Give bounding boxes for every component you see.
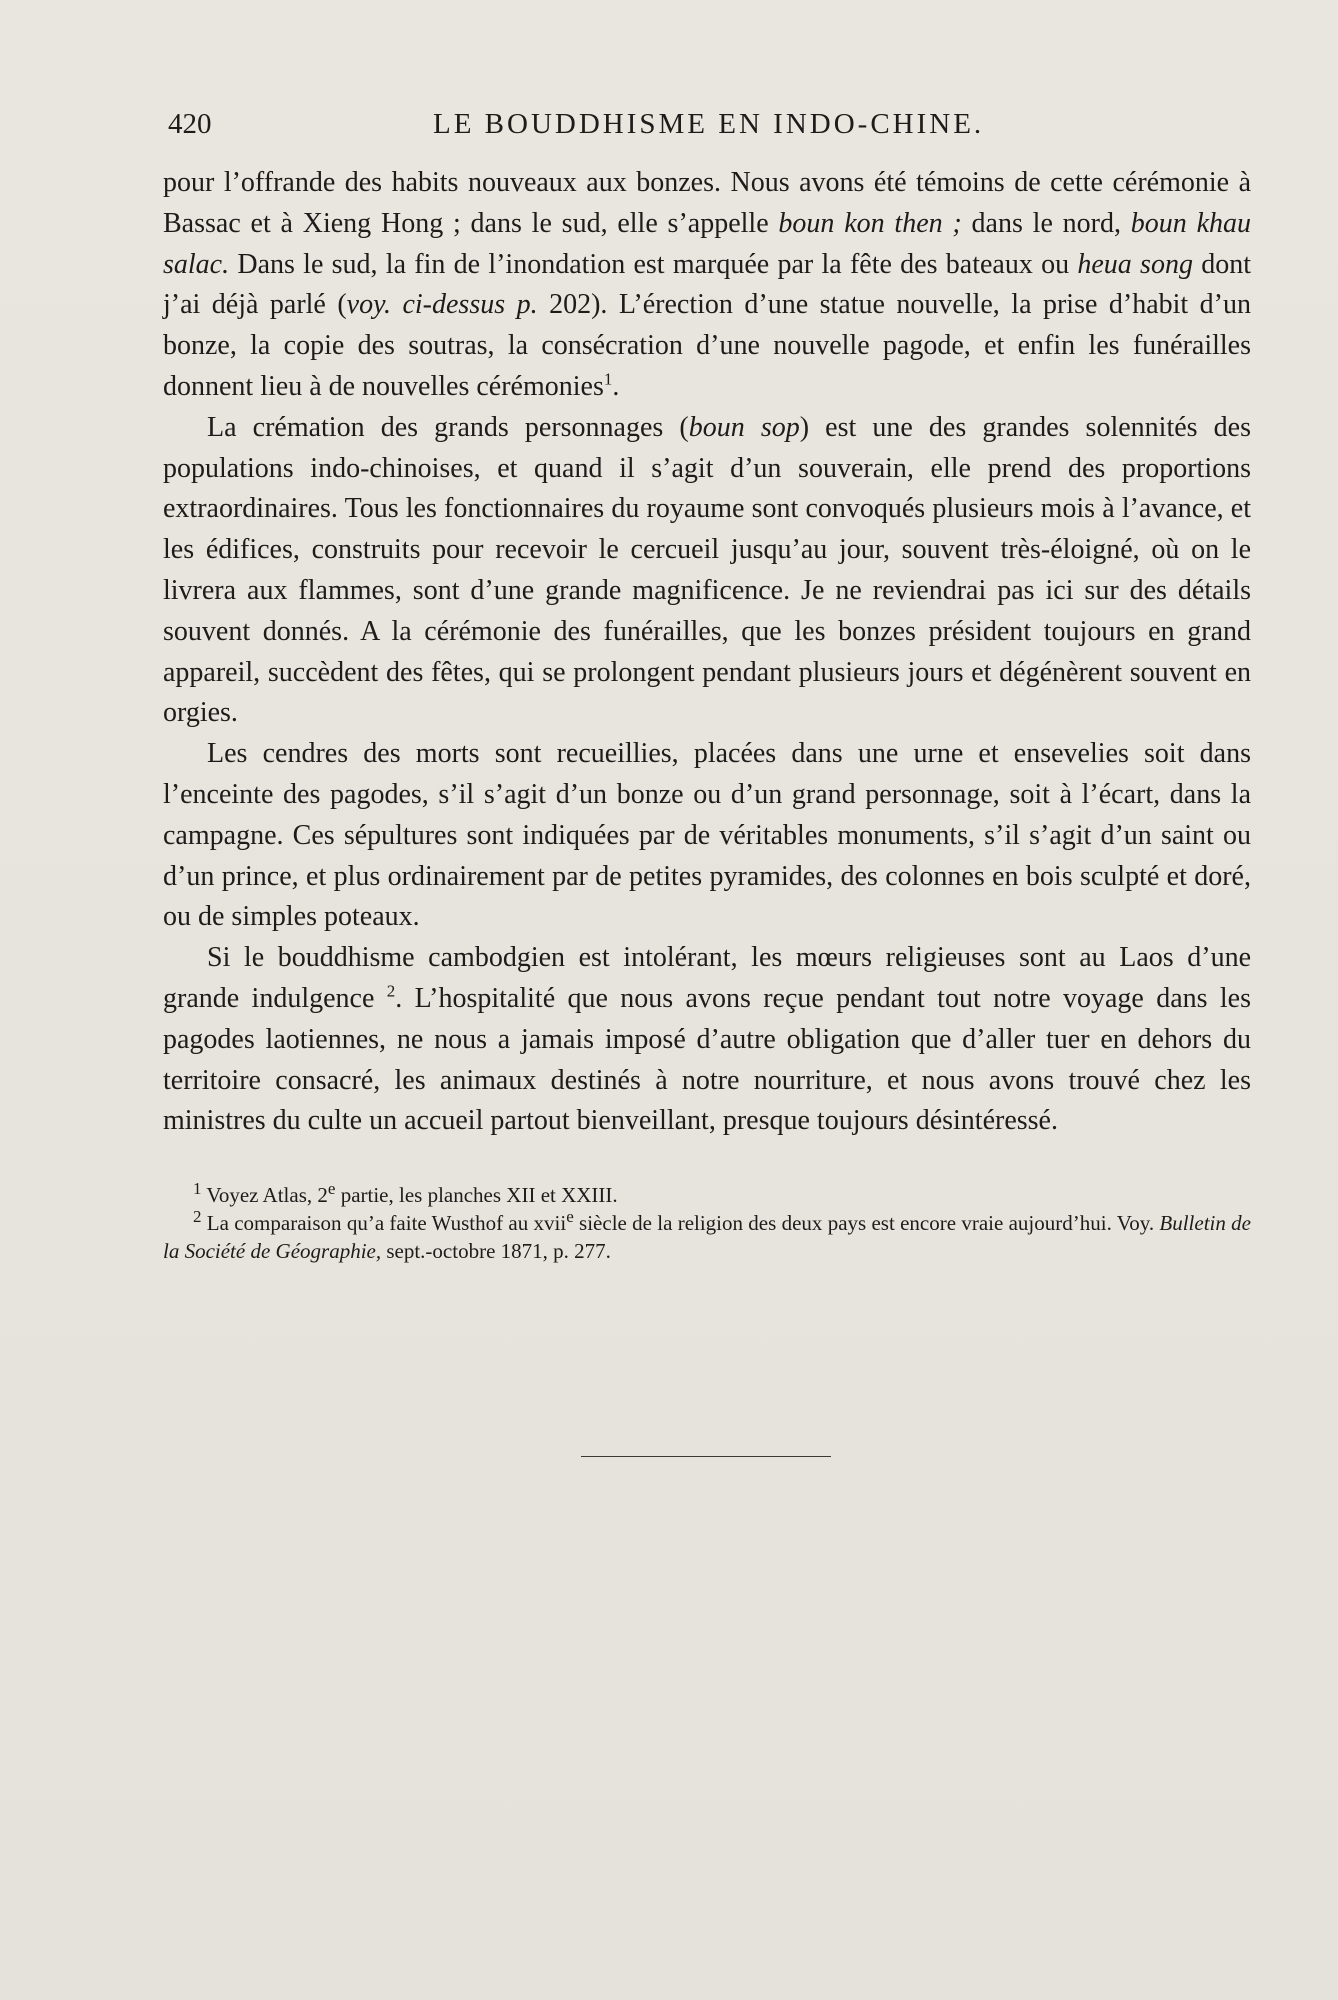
end-rule <box>581 1456 831 1457</box>
page-number: 420 <box>168 108 212 140</box>
paragraph-4: Si le bouddhisme cambodgien est intolérant, les mœurs religieuses sont au Laos d’une grande indulgence $^2$. L’hospitalité que nous avons reçue pendant tout notre voyage dans les pagodes laotiennes, ne nous a jamais imposé d’autre obligation que d’aller tuer en dehors du territoire consacré, les animaux destinés à notre nourriture, et nous avons trouvé chez les ministres du culte un accueil partout bienveillant, presque toujours désintéressé. <box>163 942 1251 1137</box>
footnote-ref-2: 2 <box>386 981 396 1001</box>
paragraph-1: pour l’offrande des habits nouveaux aux bonzes. Nous avons été témoins de cette cérémonie à Bassac et à Xieng Hong ; dans le sud, elle s’appelle boun kon then ; dans le nord, boun khau salac. Dans le sud, la fin de l’inondation est marquée par la fête des bateaux ou heua song dont j’ai déjà parlé (voy. ci-dessus p. 202). L’érection d’une statue nouvelle, la prise d’habit d’un bonze, la copie des soutras, la consécration d’une nouvelle pagode, et enfin les funérailles donnent lieu à de nouvelles cérémonies$^1$. <box>163 167 1252 402</box>
paragraph-2: La crémation des grands personnages (boun sop) est une des grandes solennités des populations indo-chinoises, et quand il s’agit d’un souverain, elle prend des proportions extraordinaires. Tous les fonctionnaires du royaume sont convoqués plusieurs mois à l’avance, et les édifices, construits pour recevoir le cercueil jusqu’au jour, souvent très-éloigné, où on le livrera aux flammes, sont d’une grande magnificence. Je ne reviendrai pas ici sur des détails souvent donnés. A la cérémonie des funérailles, que les bonzes président toujours en grand appareil, succèdent des fêtes, qui se prolongent pendant plusieurs jours et dégénèrent souvent en orgies. <box>163 411 1251 729</box>
footnote-1: $^1$ Voyez Atlas, 2e partie, les planches XII et XXIII. <box>193 1179 618 1207</box>
page-header <box>168 108 1253 148</box>
footnotes <box>163 1181 1251 1265</box>
main-text <box>163 163 1251 1142</box>
paragraph-3: Les cendres des morts sont recueillies, placées dans une urne et ensevelies soit dans l’enceinte des pagodes, s’il s’agit d’un bonze ou d’un grand personnage, soit à l’écart, dans la campagne. Ces sépultures sont indiquées par de véritables monuments, s’il s’agit d’un saint ou d’un prince, et plus ordinairement par de petites pyramides, des colonnes en bois sculpté et doré, ou de simples poteaux. <box>163 738 1251 933</box>
footnote-2: $^2$ La comparaison qu’a faite Wusthof au xvii$^e$ siècle de la religion des deux pays est encore vraie aujourd’hui. Voy. Bulletin de la Société de Géographie, sept.-octobre 1871, p. 277. <box>163 1207 1251 1263</box>
footnote-ref-1: 1 <box>603 369 613 389</box>
running-title: LE BOUDDHISME EN INDO-CHINE. <box>433 108 985 140</box>
